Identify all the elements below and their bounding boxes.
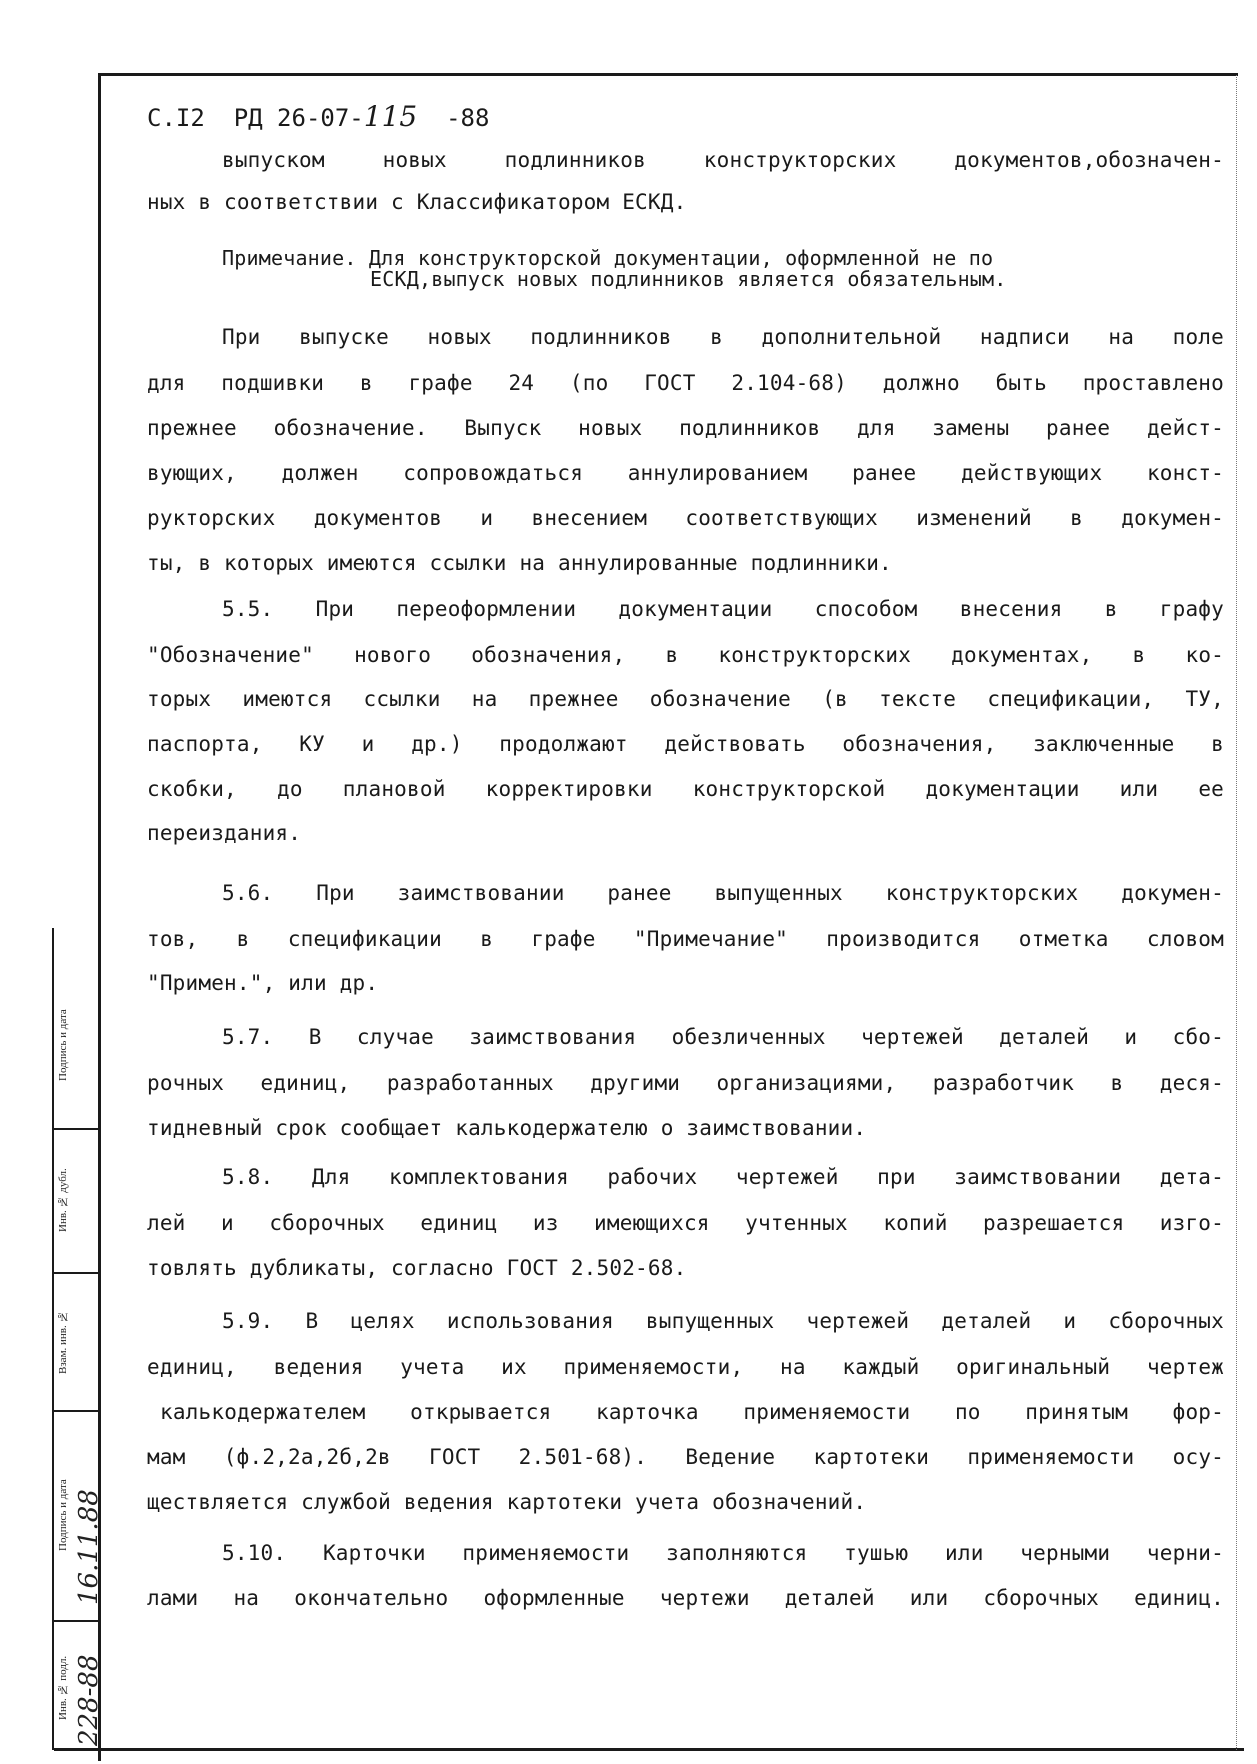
note-line: ЕСКД,выпуск новых подлинников является обязательным. <box>370 267 1007 291</box>
text-line: товлять дубликаты, согласно ГОСТ 2.502-68. <box>147 1256 687 1280</box>
text-line: 5.7. В случае заимствования обезличенных чертежей деталей и сбо- <box>222 1025 1224 1049</box>
stamp-divider <box>52 1272 98 1274</box>
note-line: Примечание. Для конструкторской документации, оформленной не по <box>222 246 994 270</box>
text-line: 5.6. При заимствовании ранее выпущенных конструкторских докумен- <box>222 881 1224 905</box>
text-line: 5.9. В целях использования выпущенных чертежей деталей и сборочных <box>222 1309 1224 1333</box>
text-line: При выпуске новых подлинников в дополнительной надписи на поле <box>222 325 1224 349</box>
doc-prefix: РД 26-07- <box>233 104 364 132</box>
text-line: "Примен.", или др. <box>147 971 379 995</box>
frame-top-border <box>98 73 1238 76</box>
stamp-divider <box>52 1620 98 1622</box>
text-line: калькодержателем открывается карточка применяемости по принятым фор- <box>160 1400 1224 1424</box>
frame-right-edge <box>1236 75 1237 1750</box>
stamp-signature-date-label: Подпись и дата <box>57 1479 69 1551</box>
text-line: тидневный срок сообщает калькодержателю о заимствовании. <box>147 1116 867 1140</box>
text-line: паспорта, КУ и др.) продолжают действовать обозначения, заключенные в <box>147 732 1224 756</box>
text-line: 5.10. Карточки применяемости заполняются тушью или черными черни- <box>222 1541 1224 1565</box>
stamp-signature-date-value: 16.11.88 <box>74 1489 104 1605</box>
text-line: ты, в которых имеются ссылки на аннулированные подлинники. <box>147 551 892 575</box>
text-line: лами на окончательно оформленные чертежи деталей или сборочных единиц. <box>147 1586 1224 1610</box>
doc-number-handwritten: 115 <box>363 100 418 133</box>
page-label: С.I2 <box>147 104 205 132</box>
text-line: "Обозначение" нового обозначения, в конструкторских документах, в ко- <box>147 643 1224 667</box>
text-line: выпуском новых подлинников конструкторских документов,обозначен- <box>222 148 1224 172</box>
stamp-inv-original-label: Инв. № подл. <box>57 1655 69 1720</box>
text-line: ных в соответствии с Классификатором ЕСКД. <box>147 190 687 214</box>
text-line: рукторских документов и внесением соответствующих изменений в докумен- <box>147 506 1224 530</box>
text-line: торых имеются ссылки на прежнее обозначение (в тексте спецификации, ТУ, <box>147 687 1224 711</box>
stamp-signature-date-label-2: Подпись и дата <box>57 1009 69 1081</box>
stamp-replacement-inv-label: Взам. инв. № <box>57 1310 69 1374</box>
stamp-divider <box>52 1128 98 1130</box>
text-line: переиздания. <box>147 821 302 845</box>
stamp-duplicate-inv-label: Инв. № дубл. <box>57 1168 69 1232</box>
text-line: единиц, ведения учета их применяемости, на каждый оригинальный чертеж <box>147 1355 1224 1379</box>
text-line: вующих, должен сопровождаться аннулированием ранее действующих конст- <box>147 461 1224 485</box>
text-line: рочных единиц, разработанных другими организациями, разработчик в деся- <box>147 1071 1224 1095</box>
frame-bottom-border <box>54 1748 1244 1751</box>
text-line: для подшивки в графе 24 (по ГОСТ 2.104-68) должно быть проставлено <box>147 371 1224 395</box>
text-line: 5.8. Для комплектования рабочих чертежей при заимствовании дета- <box>222 1165 1224 1189</box>
doc-suffix: -88 <box>446 104 490 132</box>
text-line: ществляется службой ведения картотеки учета обозначений. <box>147 1490 867 1514</box>
text-line: лей и сборочных единиц из имеющихся учтенных копий разрешается изго- <box>147 1211 1224 1235</box>
text-line: тов, в спецификации в графе "Примечание" производится отметка словом <box>147 927 1224 951</box>
stamp-inv-original-value: 228-88 <box>74 1654 104 1746</box>
page-header <box>147 100 489 133</box>
text-line: мам (ф.2,2а,2б,2в ГОСТ 2.501-68). Ведение картотеки применяемости осу- <box>147 1445 1224 1469</box>
text-line: 5.5. При переоформлении документации способом внесения в графу <box>222 597 1224 621</box>
text-line: прежнее обозначение. Выпуск новых подлинников для замены ранее дейст- <box>147 416 1224 440</box>
text-line: скобки, до плановой корректировки конструкторской документации или ее <box>147 777 1224 801</box>
